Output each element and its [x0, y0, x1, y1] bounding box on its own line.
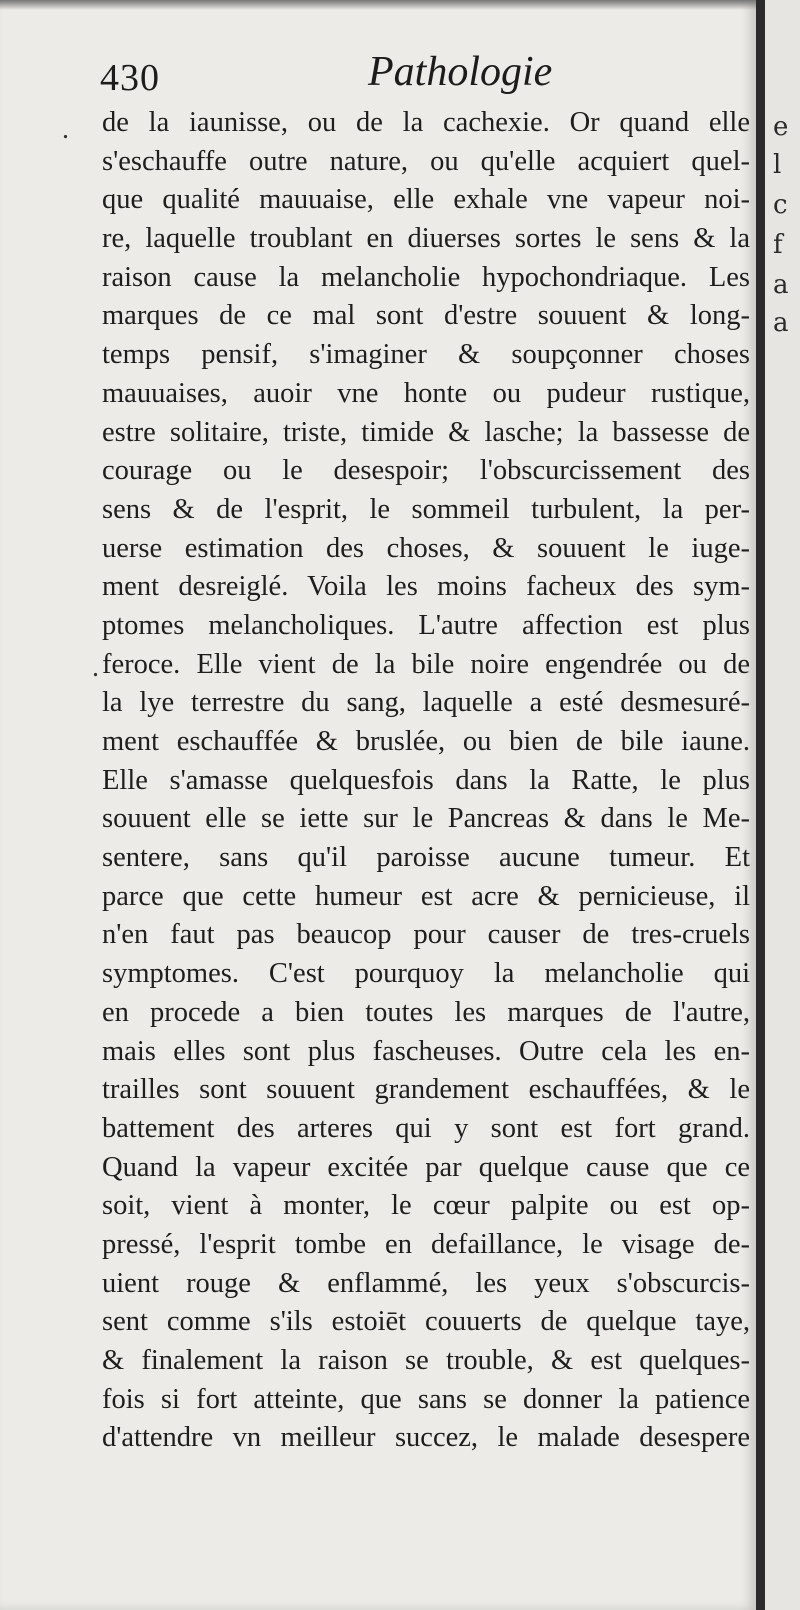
text-line: de la iaunisse, ou de la cachexie. Or quand elle	[102, 107, 750, 138]
text-line: parce que cette humeur est acre & pernicieuse, il	[102, 880, 750, 912]
book-gutter	[756, 0, 765, 1610]
running-head: Pathologie	[368, 49, 553, 95]
facing-page-edge	[765, 0, 800, 1610]
text-line: sent comme s'ils estoiēt couuerts de quelque taye,	[102, 1306, 750, 1338]
facing-page-char: f	[773, 230, 783, 260]
facing-page-char: c	[773, 190, 788, 220]
text-line: estre solitaire, triste, timide & lasche; la bassesse de	[102, 416, 750, 448]
text-line: battement des arteres qui y sont est fort grand.	[102, 1112, 750, 1144]
facing-page-char: l	[773, 150, 782, 180]
text-line: pressé, l'esprit tombe en defaillance, le visage de-	[102, 1228, 750, 1260]
text-line: ptomes melancholiques. L'autre affection est plus	[102, 609, 750, 641]
facing-page-char: e	[773, 112, 789, 142]
text-line: mais elles sont plus fascheuses. Outre cela les en-	[102, 1035, 750, 1067]
text-line: raison cause la melancholie hypochondriaque. Les	[102, 261, 750, 293]
text-line: re, laquelle troublant en diuerses sortes le sens & la	[102, 223, 750, 255]
text-line: trailles sont souuent grandement eschauffées, & le	[102, 1074, 750, 1106]
text-line: souuent elle se iette sur le Pancreas & dans le Me-	[102, 803, 750, 835]
text-line: uient rouge & enflammé, les yeux s'obscurcis-	[102, 1267, 750, 1299]
text-line: fois si fort atteinte, que sans se donner la patience	[102, 1383, 750, 1415]
text-line: temps pensif, s'imaginer & soupçonner choses	[102, 339, 750, 371]
text-line: uerse estimation des choses, & souuent le iuge-	[102, 532, 750, 564]
facing-page-char: a	[773, 308, 789, 338]
text-line: d'attendre vn meilleur succez, le malade desespere	[102, 1422, 750, 1454]
text-line: ment eschauffée & bruslée, ou bien de bile iaune.	[102, 726, 750, 757]
text-line: n'en faut pas beaucop pour causer de tres-cruels	[102, 919, 750, 951]
margin-mark: .	[92, 652, 99, 683]
text-line: feroce. Elle vient de la bile noire engendrée ou de	[102, 648, 750, 680]
text-line: sens & de l'esprit, le sommeil turbulent, la per-	[102, 493, 750, 525]
text-line: soit, vient à monter, le cœur palpite ou est op-	[102, 1190, 750, 1222]
text-line: s'eschauffe outre nature, ou qu'elle acquiert quel-	[102, 145, 750, 177]
facing-page-char: a	[773, 270, 789, 300]
text-line: Quand la vapeur excitée par quelque cause que ce	[102, 1151, 750, 1183]
page-top-shadow	[0, 0, 756, 10]
page-header	[100, 48, 570, 100]
body-text	[102, 104, 750, 1458]
page-number: 430	[100, 57, 160, 99]
text-line: & finalement la raison se trouble, & est quelques-	[102, 1345, 750, 1376]
text-line: courage ou le desespoir; l'obscurcissement des	[102, 455, 750, 487]
text-line: mauuaises, auoir vne honte ou pudeur rustique,	[102, 377, 750, 409]
text-line: Elle s'amasse quelquesfois dans la Ratte, le plus	[102, 764, 750, 796]
margin-mark: .	[62, 114, 69, 145]
text-line: marques de ce mal sont d'estre souuent & long-	[102, 300, 750, 332]
text-line: symptomes. C'est pourquoy la melancholie qui	[102, 958, 750, 990]
text-line: ment desreiglé. Voila les moins facheux des sym-	[102, 571, 750, 603]
text-line: la lye terrestre du sang, laquelle a esté desmesuré-	[102, 687, 750, 719]
text-line: en procede a bien toutes les marques de l'autre,	[102, 996, 750, 1028]
text-line: que qualité mauuaise, elle exhale vne vapeur noi-	[102, 184, 750, 216]
text-line: sentere, sans qu'il paroisse aucune tumeur. Et	[102, 842, 750, 874]
